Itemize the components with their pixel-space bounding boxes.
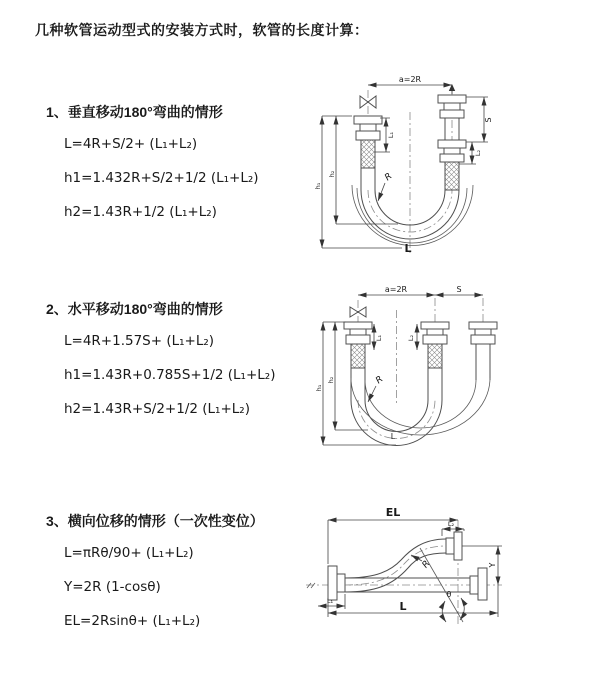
- formula-el: EL=2Rsinθ+ (L₁+L₂): [64, 613, 201, 629]
- braid-section: [361, 140, 375, 168]
- dim-label-l1: L₁: [326, 597, 334, 605]
- braid-section: [351, 344, 365, 368]
- valve-icon: [350, 307, 366, 317]
- dim-label-l2: L₂: [474, 149, 482, 157]
- hose-bends: [351, 378, 490, 446]
- right-leg: [469, 322, 497, 380]
- formula-length: L=4R+1.57S+ (L₁+L₂): [64, 333, 215, 349]
- dim-label-span: a=2R: [384, 285, 408, 294]
- section-vertical-move: [46, 102, 321, 252]
- dim-label-h2: h₂: [328, 170, 336, 178]
- dim-label-l2: L₂: [447, 520, 455, 528]
- middle-leg: [421, 322, 449, 400]
- left-leg: [354, 116, 382, 190]
- hose-bend: [352, 185, 473, 245]
- angle-label: θ: [446, 590, 452, 599]
- formula-h2: h2=1.43R+S/2+1/2 (L₁+L₂): [64, 401, 250, 417]
- dim-label-h1: h₁: [315, 384, 323, 392]
- formula-h1: h1=1.432R+S/2+1/2 (L₁+L₂): [64, 170, 259, 186]
- dim-label-h1: h₁: [314, 182, 322, 190]
- section-3-heading: 3、横向位移的情形（一次性变位）: [46, 513, 264, 529]
- dim-label-el: EL: [385, 506, 401, 519]
- dim-label-stroke: S: [484, 117, 493, 123]
- centerlines: [358, 298, 483, 439]
- left-flange: [328, 566, 345, 600]
- el-dimension: [328, 506, 458, 564]
- diagram-vertical-180-bend: [314, 72, 594, 258]
- left-leg: [344, 322, 372, 400]
- formula-length: L=4R+S/2+ (L₁+L₂): [64, 136, 198, 152]
- formula-length: L=πRθ/90+ (L₁+L₂): [64, 545, 194, 561]
- diagram-lateral-displacement: [298, 498, 598, 660]
- radius-callout: [368, 375, 385, 402]
- radius-callout: [378, 172, 394, 201]
- length-label: L: [399, 600, 407, 613]
- braid-section: [445, 162, 459, 190]
- braid-section: [428, 344, 442, 368]
- end-dimensions: [374, 324, 417, 350]
- diagram-horizontal-180-bend: [312, 280, 600, 466]
- formula-h1: h1=1.43R+0.785S+1/2 (L₁+L₂): [64, 367, 276, 383]
- l1-dimension: [318, 594, 345, 609]
- dim-label-l1: L₁: [387, 131, 395, 139]
- dim-label-span: a=2R: [398, 75, 422, 84]
- upper-flange: [446, 532, 462, 560]
- radius-label: R: [383, 171, 395, 184]
- section-2-heading: 2、水平移动180°弯曲的情形: [46, 301, 223, 317]
- section-horizontal-move: [46, 299, 321, 449]
- formula-h2: h2=1.43R+1/2 (L₁+L₂): [64, 204, 217, 220]
- radius-label: R: [420, 559, 433, 571]
- dim-label-l2: L₂: [407, 334, 415, 342]
- page-title: 几种软管运动型式的安装方式时，软管的长度计算：: [35, 22, 369, 38]
- length-label: L: [404, 242, 412, 255]
- length-label: L: [390, 432, 396, 441]
- top-dimensions: [358, 285, 483, 295]
- dim-label-h2: h₂: [327, 376, 335, 384]
- dim-label-l1: L₁: [375, 334, 383, 342]
- radius-label: R: [374, 374, 386, 387]
- lower-flange: [470, 568, 487, 600]
- break-mark: [307, 583, 315, 588]
- dim-label-y: Y: [488, 562, 497, 568]
- top-dimension: [368, 75, 452, 94]
- section-1-heading: 1、垂直移动180°弯曲的情形: [46, 104, 223, 120]
- formula-y: Y=2R (1-cosθ): [64, 579, 161, 595]
- dim-label-stroke: S: [456, 285, 462, 294]
- section-lateral-displacement: [46, 511, 321, 661]
